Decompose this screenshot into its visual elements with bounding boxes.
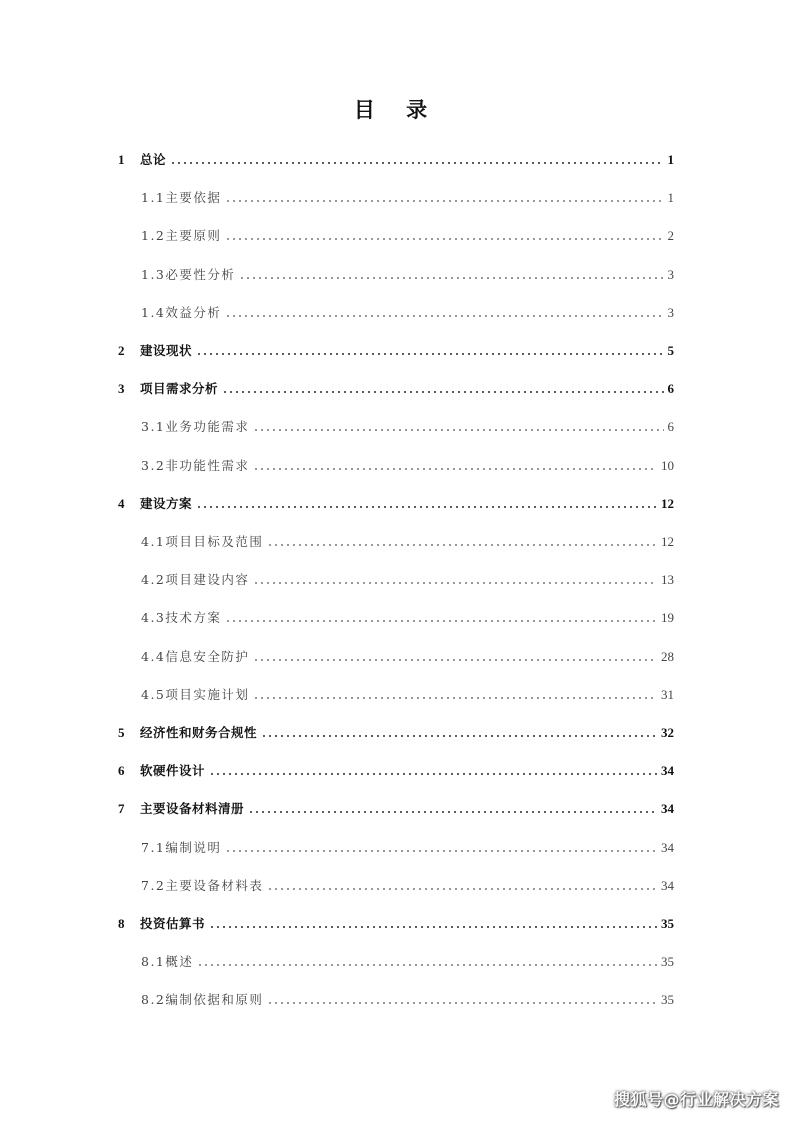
toc-chapter-entry[interactable]: [118, 910, 674, 932]
toc-dot-leader: [239, 277, 663, 279]
toc-section-entry[interactable]: [141, 184, 674, 206]
toc-page-number: 6: [667, 381, 674, 397]
toc-dot-leader: [209, 773, 657, 775]
toc-dot-leader: [253, 697, 657, 699]
toc-section-entry[interactable]: [141, 452, 674, 474]
toc-entry-title: 1.2主要原则: [141, 228, 222, 244]
toc-chapter-entry[interactable]: [118, 757, 674, 779]
toc-section-entry[interactable]: [141, 528, 674, 550]
toc-entry-title: 3.1业务功能需求: [141, 419, 250, 435]
toc-page-number: 12: [661, 534, 674, 549]
toc-entry-title: 1.3必要性分析: [141, 266, 236, 282]
toc-dot-leader: [253, 582, 657, 584]
toc-section-entry[interactable]: [141, 834, 674, 856]
toc-dot-leader: [267, 544, 657, 546]
toc-dot-leader: [222, 391, 663, 393]
toc-entry-title: 建设现状: [140, 343, 193, 358]
toc-page-number: 19: [661, 610, 674, 626]
toc-entry-title: 经济性和财务合规性: [140, 725, 258, 740]
page-title: 目 录: [353, 98, 440, 122]
toc-section-entry[interactable]: [141, 566, 674, 588]
toc-entry-title: 4.2项目建设内容: [141, 572, 250, 588]
toc-page-number: 6: [667, 419, 674, 435]
toc-chapter-entry[interactable]: [118, 490, 674, 512]
toc-dot-leader: [253, 429, 663, 431]
toc-dot-leader: [196, 506, 657, 508]
toc-dot-leader: [197, 964, 657, 966]
toc-section-entry[interactable]: [141, 872, 674, 894]
toc-dot-leader: [225, 238, 663, 240]
toc-page-number: 13: [661, 572, 674, 588]
toc-section-entry[interactable]: [141, 299, 674, 321]
toc-section-entry[interactable]: [141, 681, 674, 703]
toc-chapter-number: 4: [118, 495, 125, 511]
toc-chapter-number: 3: [118, 381, 125, 397]
toc-section-entry[interactable]: [141, 413, 674, 435]
toc-page-number: 34: [661, 877, 674, 893]
toc-page-number: 5: [667, 343, 674, 358]
toc-entry-title: 3.2非功能性需求: [141, 457, 250, 473]
toc-page-number: 1: [667, 152, 674, 167]
toc-entry-title: 总论: [140, 152, 167, 167]
toc-entry-title: 软硬件设计: [140, 763, 206, 779]
toc-page-number: 34: [661, 801, 674, 817]
toc-entry-title: 1.1主要依据: [141, 190, 222, 206]
toc-dot-leader: [253, 659, 657, 661]
toc-page-number: 31: [661, 686, 674, 702]
toc-section-entry[interactable]: [141, 948, 674, 970]
toc-dot-leader: [267, 888, 657, 890]
toc-entry-title: 4.4信息安全防护: [141, 648, 250, 664]
toc-dot-leader: [248, 811, 657, 813]
toc-section-entry[interactable]: [141, 643, 674, 665]
toc-chapter-number: 1: [118, 152, 125, 167]
toc-entry-title: 1.4效益分析: [141, 304, 222, 320]
toc-entry-title: 项目需求分析: [140, 381, 219, 397]
toc-dot-leader: [225, 850, 657, 852]
toc-entry-title: 投资估算书: [140, 916, 206, 931]
toc-page-number: 35: [661, 992, 674, 1008]
toc-chapter-number: 5: [118, 725, 125, 740]
toc-page-number: 10: [661, 457, 674, 473]
toc-chapter-entry[interactable]: [118, 375, 674, 397]
toc-page-number: 3: [667, 304, 674, 320]
toc-page-number: 35: [661, 954, 674, 970]
toc-chapter-entry[interactable]: [118, 146, 674, 168]
toc-section-entry[interactable]: [141, 604, 674, 626]
toc-page-number: 34: [661, 763, 674, 779]
toc-section-entry[interactable]: [141, 222, 674, 244]
toc-chapter-number: 6: [118, 763, 125, 779]
toc-dot-leader: [267, 1002, 657, 1004]
toc-dot-leader: [225, 315, 663, 317]
toc-chapter-number: 7: [118, 801, 125, 817]
toc-dot-leader: [225, 200, 663, 202]
toc-chapter-number: 8: [118, 916, 125, 931]
toc-dot-leader: [170, 162, 663, 164]
toc-entry-title: 主要设备材料清册: [140, 801, 245, 817]
toc-entry-title: 4.3技术方案: [141, 610, 222, 626]
toc-entry-title: 8.2编制依据和原则: [141, 992, 264, 1008]
toc-chapter-number: 2: [118, 343, 125, 358]
toc-page-number: 12: [661, 495, 674, 511]
toc-dot-leader: [196, 353, 663, 355]
toc-dot-leader: [209, 926, 657, 928]
toc-page-number: 32: [661, 725, 674, 740]
watermark: 搜狐号@行业解决方案: [613, 1090, 779, 1109]
toc-dot-leader: [253, 468, 657, 470]
toc-page-number: 34: [661, 839, 674, 855]
toc-chapter-entry[interactable]: [118, 719, 674, 741]
toc-dot-leader: [225, 620, 657, 622]
toc-dot-leader: [261, 735, 657, 737]
toc-page-number: 1: [667, 190, 674, 206]
toc-chapter-entry[interactable]: [118, 337, 674, 359]
toc-section-entry[interactable]: [141, 986, 674, 1008]
toc-page-number: 3: [667, 266, 674, 282]
toc-entry-title: 4.1项目目标及范围: [141, 534, 264, 549]
toc-entry-title: 8.1概述: [141, 954, 194, 970]
toc-entry-title: 7.2主要设备材料表: [141, 877, 264, 893]
toc-page-number: 2: [667, 228, 674, 244]
toc-chapter-entry[interactable]: [118, 795, 674, 817]
toc-entry-title: 建设方案: [140, 495, 193, 511]
toc-entry-title: 7.1编制说明: [141, 839, 222, 855]
toc-page-number: 28: [661, 648, 674, 664]
toc-page-number: 35: [661, 916, 674, 931]
toc-entry-title: 4.5项目实施计划: [141, 686, 250, 702]
toc-section-entry[interactable]: [141, 261, 674, 283]
